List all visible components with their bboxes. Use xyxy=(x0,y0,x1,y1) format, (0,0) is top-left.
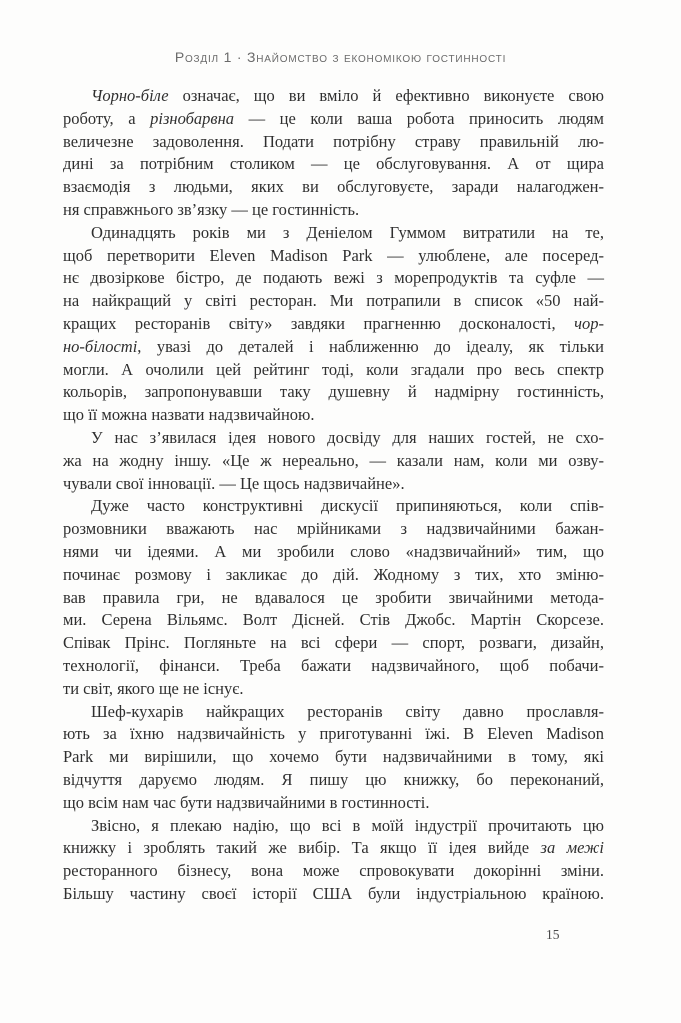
text-line xyxy=(63,473,604,496)
paragraph xyxy=(63,701,604,815)
text-line xyxy=(63,404,604,427)
text-line xyxy=(63,792,604,815)
text-line xyxy=(63,359,604,382)
text-run: — це коли ваша робота приносить людям xyxy=(234,108,604,128)
text-run: , увазі до деталей і наближенню до ідеалу, як тільки xyxy=(137,336,604,356)
paragraph xyxy=(63,85,604,222)
text-run: нями чи ідеями. А ми зробили слово «надзвичайний» тим, що xyxy=(63,541,604,561)
page-number: 15 xyxy=(546,927,560,942)
text-line xyxy=(63,837,604,860)
text-run: ми. Серена Вільямс. Волт Дісней. Стів Джобс. Мартін Скорсезе. xyxy=(63,610,604,630)
text-line xyxy=(63,108,604,131)
text-run: чували свої інновації. — Це щось надзвичайне». xyxy=(63,473,405,493)
text-line xyxy=(63,199,604,222)
paragraph xyxy=(63,222,604,427)
text-line xyxy=(63,222,604,245)
running-header: Розділ 1 · Знайомство з економікою гостинності xyxy=(174,49,507,65)
text-run: кращих ресторанів світу» завдяки прагненню досконалості, xyxy=(63,313,575,333)
text-run: що її можна назвати надзвичайною. xyxy=(63,405,315,425)
italic-run: чор- xyxy=(574,313,604,333)
italic-run: за межі xyxy=(540,838,604,858)
text-run: відчуття даруємо людям. Я пишу цю книжку, бо переконаний, xyxy=(63,769,604,789)
paragraph xyxy=(63,815,604,906)
text-run: що всім нам час бути надзвичайними в гостинності. xyxy=(63,792,430,812)
text-run: на найкращий у світі ресторан. Ми потрапили в список «50 най- xyxy=(63,291,604,311)
text-line xyxy=(63,541,604,564)
text-run: Звісно, я плекаю надію, що всі в моїй індустрії прочитають цю xyxy=(91,815,604,835)
text-run: Шеф-кухарів найкращих ресторанів світу давно прославля- xyxy=(91,701,604,721)
body-text xyxy=(63,85,604,906)
paragraph xyxy=(63,495,604,700)
text-run: нє двозіркове бістро, де подають вежі з морепродуктів та суфле — xyxy=(63,268,604,288)
text-line xyxy=(63,587,604,610)
text-run: книжку і зроблять такий же вибір. Та якщо її ідея вийде xyxy=(63,838,541,858)
text-run: кольорів, запропонувавши таку душевну й надмірну гостинність, xyxy=(63,382,604,402)
text-run: У нас з’явилася ідея нового досвіду для наших гостей, не схо- xyxy=(91,427,604,447)
text-run: взаємодія з людьми, яких ви обслуговуєте, заради налагоджен- xyxy=(63,177,604,197)
text-run: технології, фінанси. Треба бажати надзвичайного, щоб побачи- xyxy=(63,655,604,675)
text-line xyxy=(63,131,604,154)
text-line xyxy=(63,632,604,655)
text-line xyxy=(63,746,604,769)
text-run: означає, що ви вміло й ефективно виконуєте свою xyxy=(168,86,604,105)
text-line xyxy=(63,313,604,336)
text-line xyxy=(63,245,604,268)
text-run: роботу, а xyxy=(63,108,151,128)
text-line xyxy=(63,518,604,541)
italic-run: різнобарвна xyxy=(150,108,235,128)
text-line xyxy=(63,450,604,473)
text-run: вав правила гри, не вдавалося це зробити звичайними метода- xyxy=(63,587,604,607)
text-line xyxy=(63,381,604,404)
text-run: ють за їхню надзвичайність у приготуванні їжі. В Eleven Madison xyxy=(63,724,604,744)
text-run: ня справжнього зв’язку — це гостинність. xyxy=(63,199,360,219)
text-line xyxy=(63,723,604,746)
text-line xyxy=(63,860,604,883)
text-run: Співак Прінс. Погляньте на всі сфери — спорт, розваги, дизайн, xyxy=(63,633,604,653)
text-line xyxy=(63,609,604,632)
text-line xyxy=(63,153,604,176)
text-run: ти світ, якого ще не існує. xyxy=(63,678,244,698)
text-line xyxy=(63,883,604,906)
text-run: Одинадцять років ми з Деніелом Гуммом витратили на те, xyxy=(91,222,604,242)
text-line xyxy=(63,336,604,359)
text-run: дині за потрібним столиком — це обслуговування. А от щира xyxy=(63,154,604,174)
italic-run: но-білості xyxy=(63,336,138,356)
text-line xyxy=(63,769,604,792)
text-run: щоб перетворити Eleven Madison Park — улюблене, але посеред- xyxy=(63,245,604,265)
text-line xyxy=(63,701,604,724)
text-line xyxy=(63,678,604,701)
italic-run: Чорно-біле xyxy=(91,86,169,105)
text-run: починає розмову і закликає до дій. Жодному з тих, хто зміню- xyxy=(63,564,604,584)
text-line xyxy=(63,495,604,518)
text-run: могли. А очолили цей рейтинг тоді, коли згадали про весь спектр xyxy=(63,359,604,379)
paragraph xyxy=(63,427,604,495)
text-run: величезне задоволення. Подати потрібну страву правильній лю- xyxy=(63,131,604,151)
text-run: розмовники вважають нас мрійниками з надзвичайними бажан- xyxy=(63,519,604,539)
text-line xyxy=(63,176,604,199)
text-run: Park ми вирішили, що хочемо бути надзвичайними в тому, які xyxy=(63,747,604,767)
text-line xyxy=(63,564,604,587)
text-line xyxy=(63,85,604,108)
text-line xyxy=(63,815,604,838)
text-line xyxy=(63,267,604,290)
text-line xyxy=(63,655,604,678)
text-run: Дуже часто конструктивні дискусії припиняються, коли спів- xyxy=(91,496,604,516)
text-run: Більшу частину своєї історії США були індустріальною країною. xyxy=(63,883,604,903)
text-run: ресторанного бізнесу, вона може спровокувати докорінні зміни. xyxy=(63,861,604,881)
text-run: жа на жодну іншу. «Це ж нереально, — казали нам, коли ми озву- xyxy=(63,450,604,470)
text-line xyxy=(63,427,604,450)
text-line xyxy=(63,290,604,313)
